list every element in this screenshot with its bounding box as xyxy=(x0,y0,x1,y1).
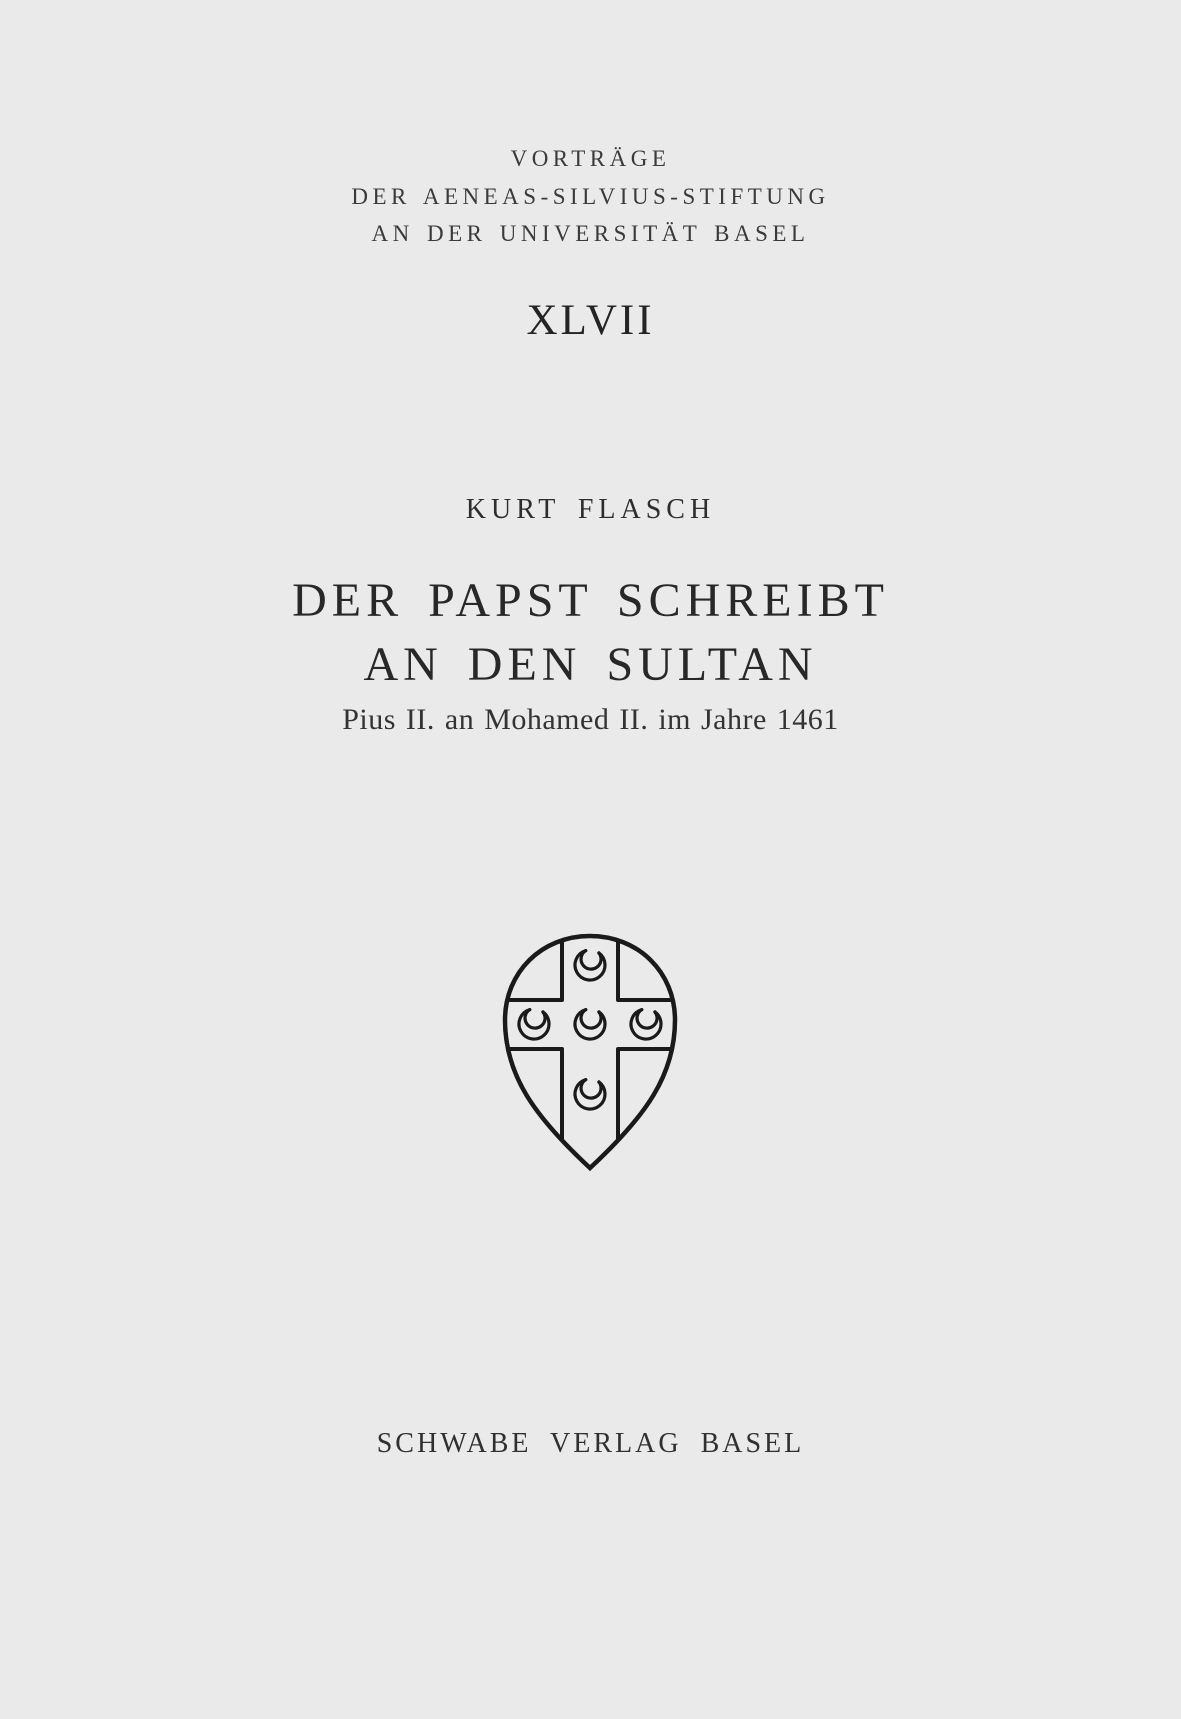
volume-number: XLVII xyxy=(526,297,655,344)
publisher-line: SCHWABE VERLAG BASEL xyxy=(376,1428,805,1459)
book-title-line-1: DER PAPST SCHREIBT xyxy=(292,574,889,627)
crescent-icons xyxy=(517,949,663,1111)
author-name: KURT FLASCH xyxy=(465,494,716,525)
shield-outline xyxy=(505,936,675,1168)
series-line-1: VORTRÄGE xyxy=(510,146,671,171)
book-subtitle: Pius II. an Mohamed II. im Jahre 1461 xyxy=(342,703,839,736)
book-title xyxy=(0,569,1181,697)
series-line-3: AN DER UNIVERSITÄT BASEL xyxy=(371,221,810,246)
shield-cross-crescents-emblem-icon xyxy=(500,932,680,1172)
book-title-line-2: AN DEN SULTAN xyxy=(363,638,818,691)
series-header xyxy=(0,140,1181,253)
series-line-2: DER AENEAS-SILVIUS-STIFTUNG xyxy=(351,183,830,209)
